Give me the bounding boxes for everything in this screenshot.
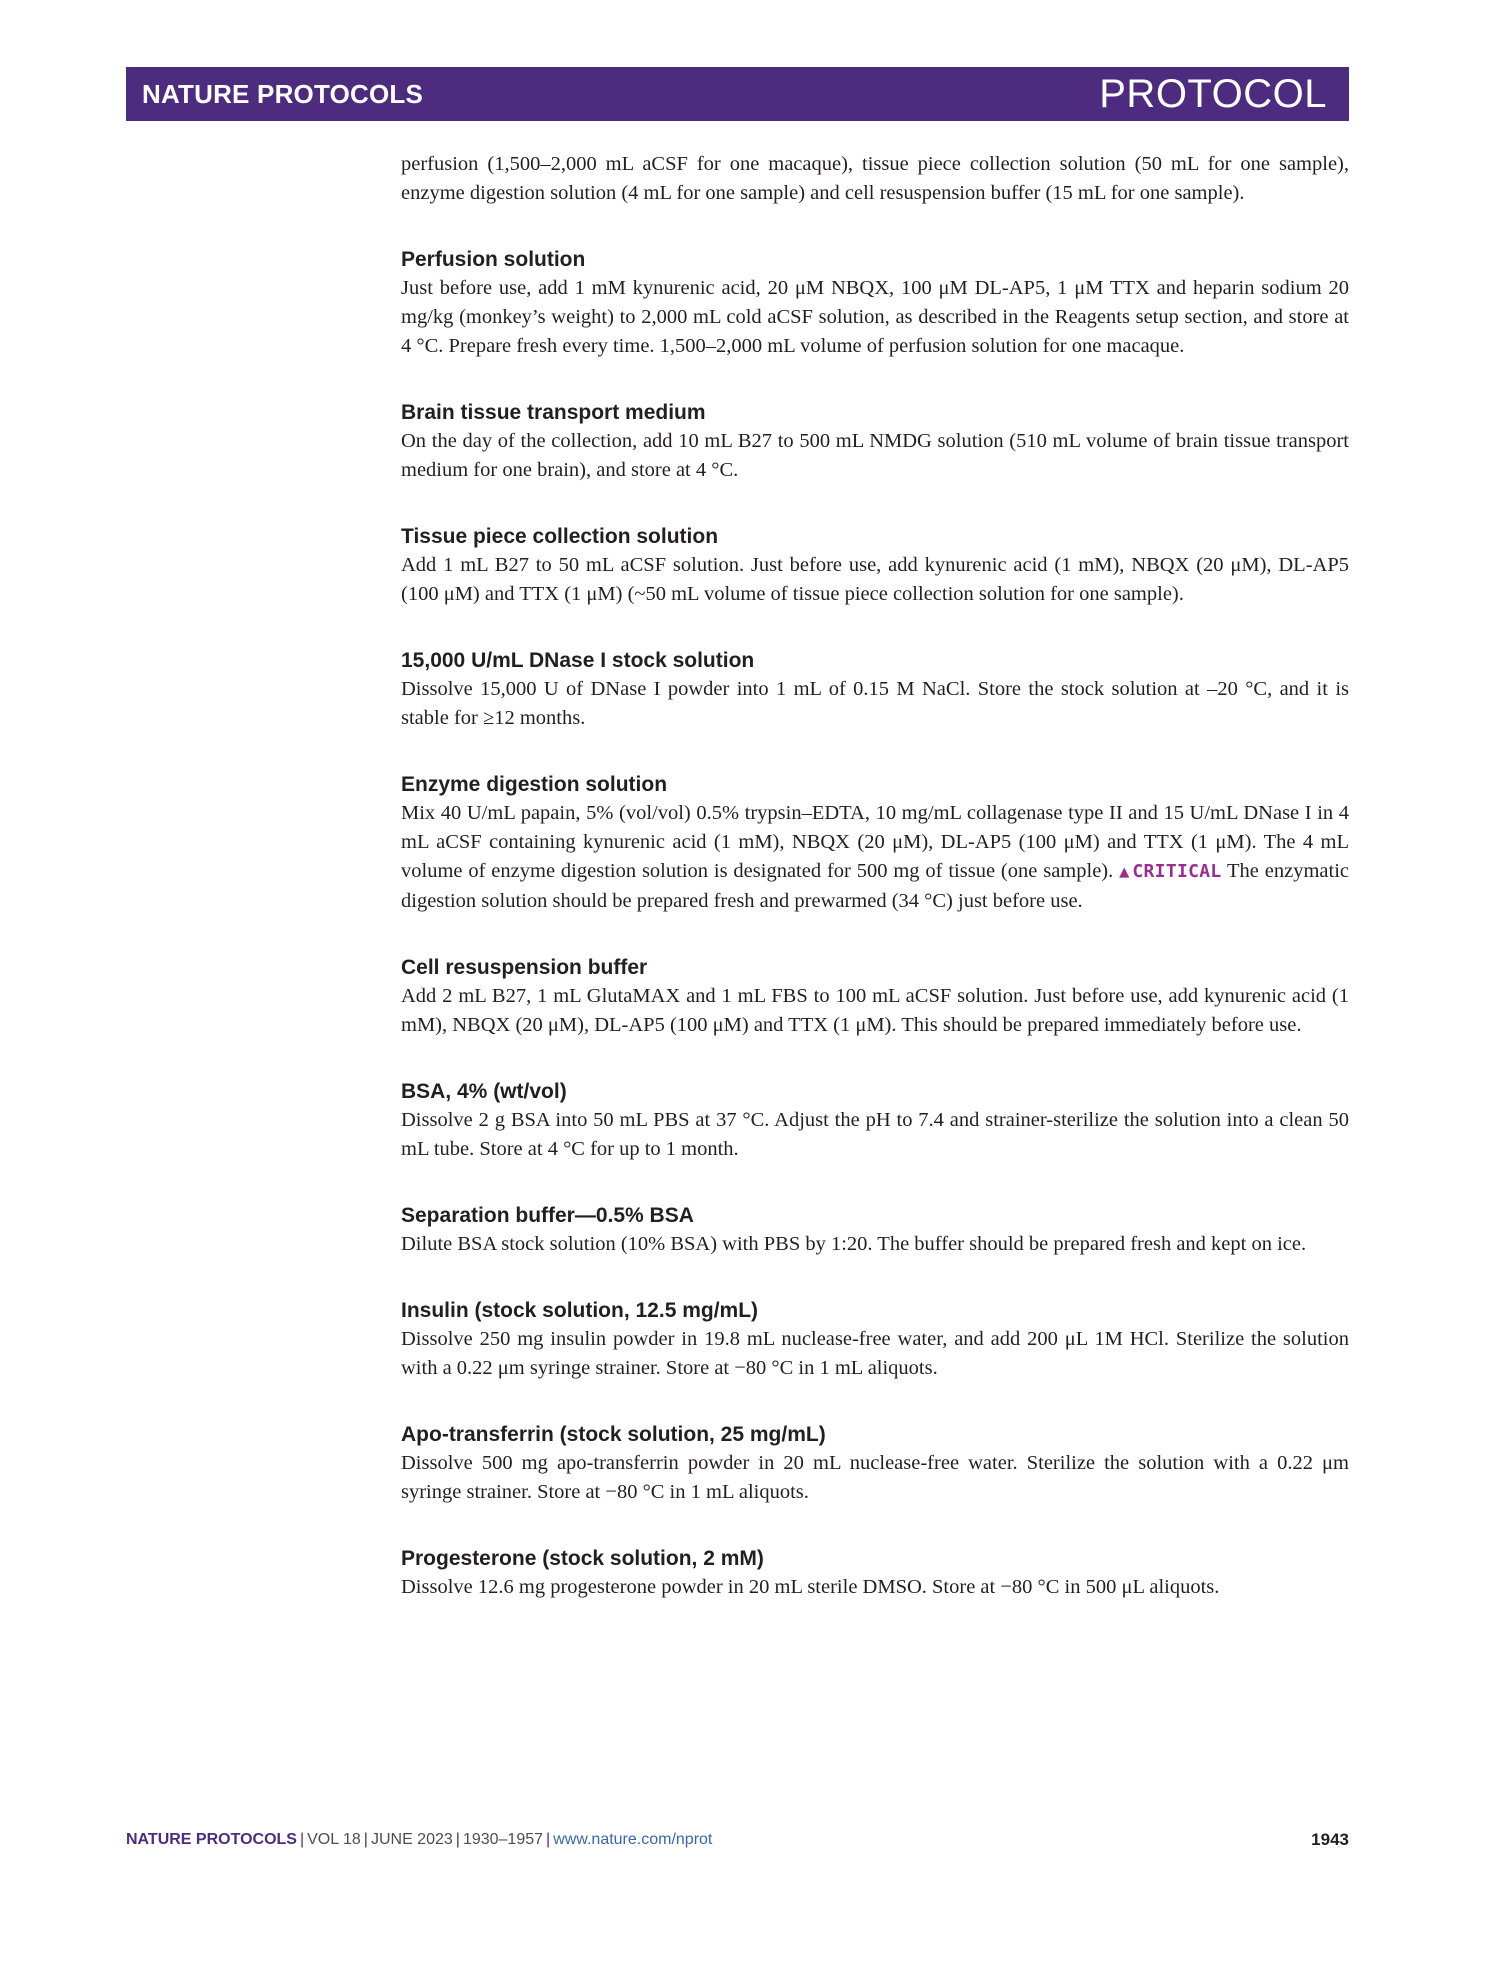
section-brain-tissue-transport-medium xyxy=(401,398,1349,485)
footer-journal-name: NATURE PROTOCOLS xyxy=(126,1831,297,1848)
section-body: Dissolve 250 mg insulin powder in 19.8 mL nuclease-free water, and add 200 μL 1M HCl. Sterilize the solution with a 0.22 μm syringe strainer. Store at −80 °C in 1 mL aliquots. xyxy=(401,1328,1349,1379)
section-body-text: Mix 40 U/mL papain, 5% (vol/vol) 0.5% trypsin–EDTA, 10 mg/mL collagenase type II and 15 U/mL DNase I in 4 mL aCSF containing kynurenic acid (1 mM), NBQX (20 μM), DL-AP5 (100 μM) and TTX (1 μM). The 4 mL volume of enzyme digestion solution is designated for 500 mg of tissue (one sample). xyxy=(401,802,1349,882)
section-body: Add 2 mL B27, 1 mL GlutaMAX and 1 mL FBS to 100 mL aCSF solution. Just before use, add kynurenic acid (1 mM), NBQX (20 μM), DL-AP5 (100 μM) and TTX (1 μM). This should be prepared immediately before use. xyxy=(401,985,1349,1036)
section-body: Just before use, add 1 mM kynurenic acid, 20 μM NBQX, 100 μM DL-AP5, 1 μM TTX and heparin sodium 20 mg/kg (monkey’s weight) to 2,000 mL cold aCSF solution, as described in the Reagents setup section, and store at 4 °C. Prepare fresh every time. 1,500–2,000 mL volume of perfusion solution for one macaque. xyxy=(401,277,1349,357)
section-separation-buffer xyxy=(401,1201,1349,1259)
section-body: Dissolve 2 g BSA into 50 mL PBS at 37 °C. Adjust the pH to 7.4 and strainer-sterilize the solution into a clean 50 mL tube. Store at 4 °C for up to 1 month. xyxy=(401,1109,1349,1160)
footer-page-range: 1930–1957 xyxy=(462,1831,544,1848)
section-heading: Apo-transferrin (stock solution, 25 mg/mL) xyxy=(401,1423,826,1446)
footer-separator: | xyxy=(455,1831,460,1848)
critical-label: CRITICAL xyxy=(1132,861,1222,882)
page-footer xyxy=(126,1830,1349,1850)
page-number: 1943 xyxy=(1311,1830,1349,1849)
section-body xyxy=(401,799,1349,916)
section-bsa-4-percent xyxy=(401,1077,1349,1164)
section-body: On the day of the collection, add 10 mL B27 to 500 mL NMDG solution (510 mL volume of brain tissue transport medium for one brain), and store at 4 °C. xyxy=(401,430,1349,481)
section-perfusion-solution xyxy=(401,245,1349,361)
section-heading: Cell resuspension buffer xyxy=(401,956,648,979)
section-enzyme-digestion-solution xyxy=(401,770,1349,916)
journal-url-link[interactable]: www.nature.com/nprot xyxy=(553,1831,713,1848)
section-heading: 15,000 U/mL DNase I stock solution xyxy=(401,649,755,672)
footer-separator: | xyxy=(546,1831,551,1848)
section-dnase-stock-solution xyxy=(401,646,1349,733)
section-heading: Enzyme digestion solution xyxy=(401,773,668,796)
section-heading: Tissue piece collection solution xyxy=(401,525,719,548)
section-apo-transferrin-stock xyxy=(401,1420,1349,1507)
section-heading: Insulin (stock solution, 12.5 mg/mL) xyxy=(401,1299,759,1322)
section-body: Dissolve 12.6 mg progesterone powder in 20 mL sterile DMSO. Store at −80 °C in 500 μL aliquots. xyxy=(401,1576,1220,1598)
section-progesterone-stock xyxy=(401,1544,1349,1602)
journal-name: NATURE PROTOCOLS xyxy=(142,78,424,109)
article-type-label: PROTOCOL xyxy=(1099,72,1327,116)
section-heading: Brain tissue transport medium xyxy=(401,401,706,424)
intro-paragraph: perfusion (1,500–2,000 mL aCSF for one macaque), tissue piece collection solution (50 mL for one sample), enzyme digestion solution (4 mL for one sample) and cell resuspension buffer (15 mL for one sample). xyxy=(401,153,1349,204)
section-heading: BSA, 4% (wt/vol) xyxy=(401,1080,567,1103)
section-body: Dissolve 15,000 U of DNase I powder into 1 mL of 0.15 M NaCl. Store the stock solution at –20 °C, and it is stable for ≥12 months. xyxy=(401,678,1349,729)
footer-volume: VOL 18 xyxy=(307,1831,361,1848)
citation-line xyxy=(126,1831,712,1849)
section-cell-resuspension-buffer xyxy=(401,953,1349,1040)
section-tissue-piece-collection-solution xyxy=(401,522,1349,609)
section-heading: Progesterone (stock solution, 2 mM) xyxy=(401,1547,764,1570)
section-body: Add 1 mL B27 to 50 mL aCSF solution. Just before use, add kynurenic acid (1 mM), NBQX (20 μM), DL-AP5 (100 μM) and TTX (1 μM) (~50 mL volume of tissue piece collection solution for one sample). xyxy=(401,554,1349,605)
warning-triangle-icon: ▲ xyxy=(1119,862,1131,882)
footer-separator: | xyxy=(299,1831,305,1848)
section-insulin-stock xyxy=(401,1296,1349,1383)
main-content xyxy=(401,150,1349,1602)
footer-separator: | xyxy=(363,1831,368,1848)
footer-issue-date: JUNE 2023 xyxy=(370,1831,453,1848)
critical-note xyxy=(1119,861,1221,882)
section-heading: Separation buffer—0.5% BSA xyxy=(401,1204,694,1227)
section-body: Dissolve 500 mg apo-transferrin powder in 20 mL nuclease-free water. Sterilize the solution with a 0.22 μm syringe strainer. Store at −80 °C in 1 mL aliquots. xyxy=(401,1452,1349,1503)
section-heading: Perfusion solution xyxy=(401,248,586,271)
section-body-text: The enzymatic digestion solution should be prepared fresh and prewarmed (34 °C) just before use. xyxy=(401,860,1349,912)
section-body: Dilute BSA stock solution (10% BSA) with PBS by 1:20. The buffer should be prepared fresh and kept on ice. xyxy=(401,1233,1307,1255)
header-bar xyxy=(126,67,1349,121)
